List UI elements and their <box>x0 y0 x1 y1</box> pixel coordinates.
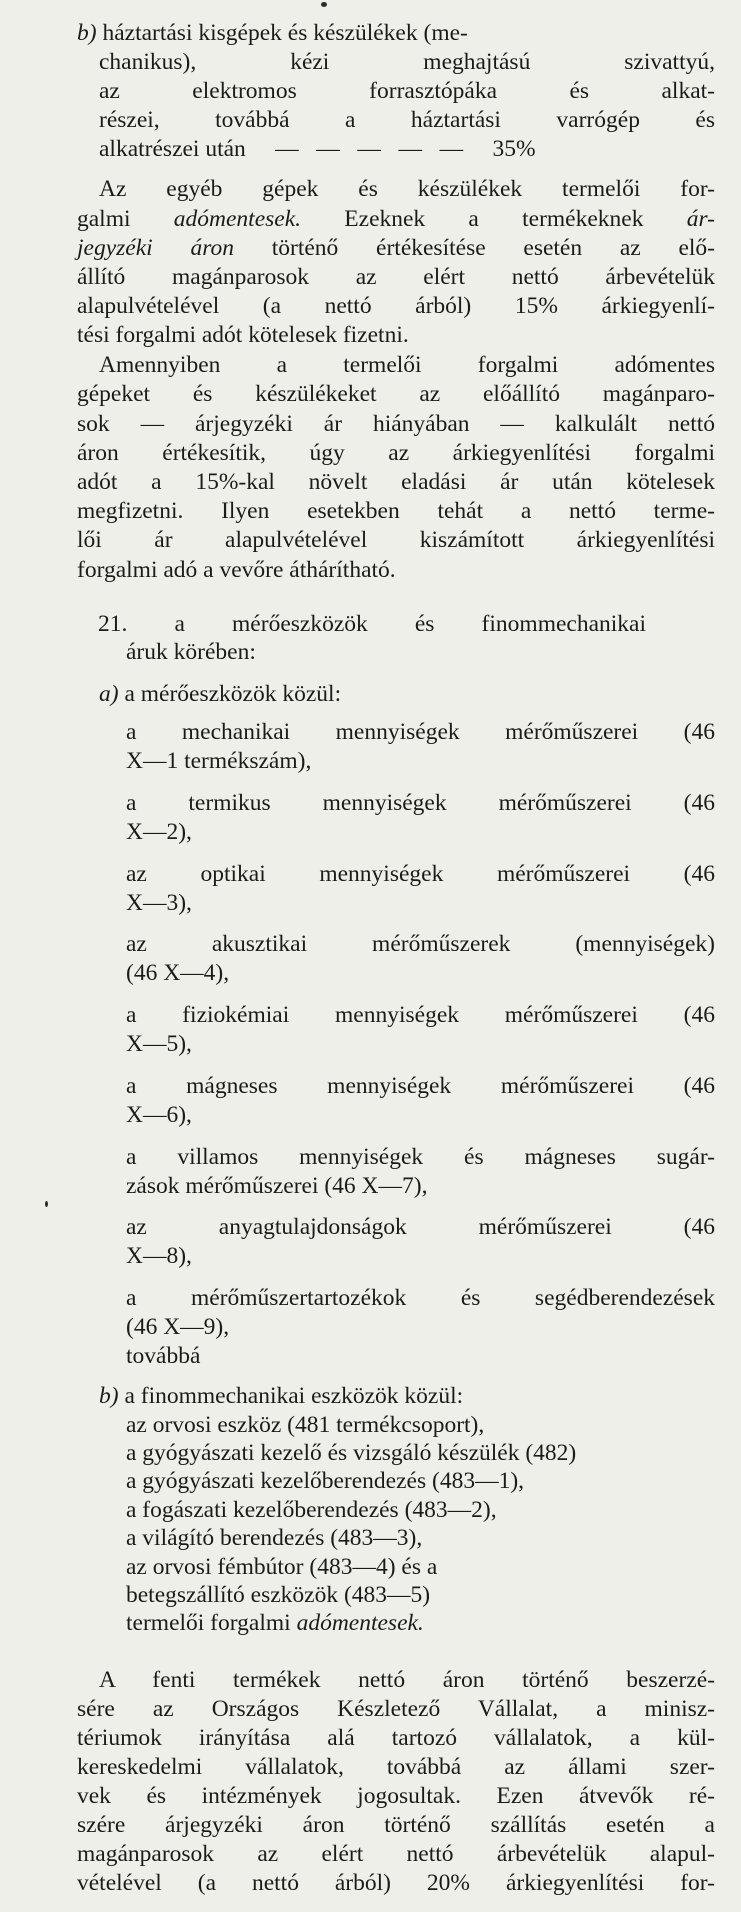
list-item-line: X—1 termékszám), <box>126 748 312 774</box>
text-line: részei, továbbá a háztartási varrógép és <box>99 107 715 133</box>
list-item-line: a gyógyászati kezelő és vizsgáló készülék (482) <box>126 1440 577 1466</box>
text-line: forgalmi adó a vevőre áthárítható. <box>77 557 396 583</box>
list-item-line: (46 X—9), <box>126 1314 230 1340</box>
list-item-line: X—5), <box>126 1031 192 1057</box>
subsection-heading: b) a finommechanikai eszközök közül: <box>99 1383 464 1409</box>
text-line: 21. a mérőeszközök és finommechanikai <box>98 611 646 637</box>
list-item-line: (46 X—4), <box>126 960 230 986</box>
text-line: adót a 15%-kal növelt eladási ár után kötelesek <box>77 469 715 495</box>
text-line: vételével (a nettó árból) 20% árkiegyenlítési for- <box>77 1870 715 1896</box>
text-line: lői ár alapulvételével kiszámított árkiegyenlítési <box>77 527 715 553</box>
list-item-line: a mágneses mennyiségek mérőműszerei (46 <box>126 1073 715 1099</box>
text-line: tési forgalmi adót kötelesek fizetni. <box>77 322 409 348</box>
list-item-line: X—6), <box>126 1102 192 1128</box>
text-line: áron értékesítik, úgy az árkiegyenlítési forgalmi <box>77 440 715 466</box>
text-line: alapulvételével (a nettó árból) 15% árkiegyenlí- <box>77 293 715 319</box>
text-line: Amennyiben a termelői forgalmi adómentes <box>99 352 715 378</box>
list-item-line: a világító berendezés (483—3), <box>126 1525 423 1551</box>
subsection-heading: a) a mérőeszközök közül: <box>99 681 342 707</box>
text-line: sok — árjegyzéki ár hiányában — kalkulált nettó <box>77 411 715 437</box>
text-line: állító magánparosok az elért nettó árbevételük <box>77 264 715 290</box>
text-line: A fenti termékek nettó áron történő beszerzé- <box>99 1667 715 1693</box>
list-item-line: X—3), <box>126 890 192 916</box>
list-item-line: a fiziokémiai mennyiségek mérőműszerei (46 <box>126 1002 715 1028</box>
text-line: megfizetni. Ilyen esetekben tehát a nettó terme- <box>77 498 715 524</box>
ink-speck <box>45 1201 48 1207</box>
text-line: tériumok irányítása alá tartozó vállalatok, a kül- <box>77 1725 715 1751</box>
text-line: chanikus), kézi meghajtású szivattyú, <box>99 49 715 75</box>
rate-line: alkatrészei után — — — — — 35% <box>99 136 536 162</box>
ink-speck <box>321 2 327 7</box>
list-item-line: az akusztikai mérőműszerek (mennyiségek) <box>126 931 715 957</box>
list-item-line: termelői forgalmi adómentesek. <box>126 1610 424 1636</box>
text-line: vek és intézmények jogosultak. Ezen átvevők ré- <box>77 1783 715 1809</box>
text-line: b) háztartási kisgépek és készülékek (me- <box>77 20 468 46</box>
text-line: gépeket és készülékeket az előállító magánparo- <box>77 381 715 407</box>
list-item-line: a mechanikai mennyiségek mérőműszerei (46 <box>126 719 715 745</box>
list-item-line: az optikai mennyiségek mérőműszerei (46 <box>126 861 715 887</box>
list-item-line: a gyógyászati kezelőberendezés (483—1), <box>126 1468 525 1494</box>
list-item-line: a termikus mennyiségek mérőműszerei (46 <box>126 790 715 816</box>
list-item-line: betegszállító eszközök (483—5) <box>126 1582 431 1608</box>
text-line: áruk körében: <box>126 639 256 665</box>
text-line: szére árjegyzéki áron történő szállítás esetén a <box>77 1812 715 1838</box>
list-item-line: zások mérőműszerei (46 X—7), <box>126 1173 428 1199</box>
text-line: galmi adómentesek. Ezeknek a termékeknek ár- <box>77 206 715 232</box>
list-item-line: a villamos mennyiségek és mágneses sugár- <box>126 1144 715 1170</box>
list-item-line: X—2), <box>126 819 192 845</box>
text-line: sére az Országos Készletező Vállalat, a minisz- <box>77 1696 715 1722</box>
text-line: magánparosok az elért nettó árbevételük alapul- <box>77 1841 715 1867</box>
text-line: Az egyéb gépek és készülékek termelői for- <box>99 176 715 202</box>
list-item-line: az orvosi eszköz (481 termékcsoport), <box>126 1412 485 1438</box>
list-trailer: továbbá <box>126 1343 201 1369</box>
list-item-line: az orvosi fémbútor (483—4) és a <box>126 1554 438 1580</box>
list-item-line: az anyagtulajdonságok mérőműszerei (46 <box>126 1214 715 1240</box>
list-item-line: X—8), <box>126 1243 192 1269</box>
list-item-line: a mérőműszertartozékok és segédberendezések <box>126 1285 715 1311</box>
text-line: az elektromos forrasztópáka és alkat- <box>99 78 715 104</box>
list-item-line: a fogászati kezelőberendezés (483—2), <box>126 1497 497 1523</box>
text-line: jegyzéki áron történő értékesítése esetén az elő- <box>77 235 715 261</box>
text-line: kereskedelmi vállalatok, továbbá az állami szer- <box>77 1754 715 1780</box>
